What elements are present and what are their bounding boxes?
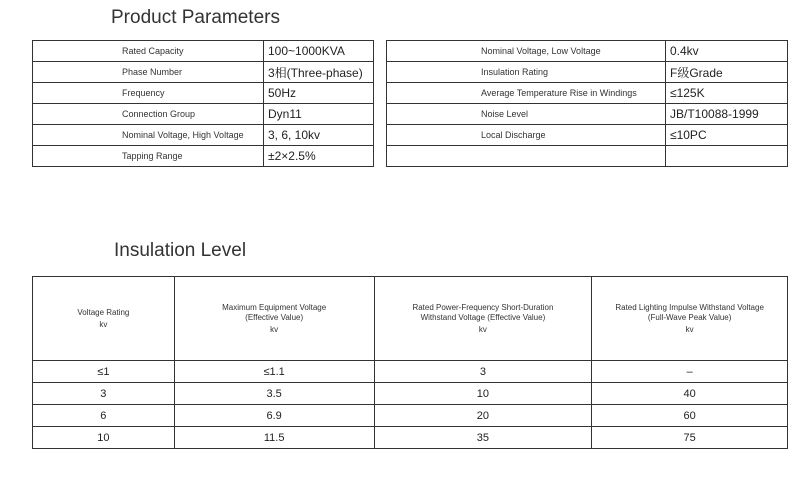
param-label: Connection Group bbox=[33, 104, 264, 125]
param-label: Nominal Voltage, Low Voltage bbox=[387, 41, 666, 62]
table-cell: 11.5 bbox=[174, 427, 374, 449]
column-header bbox=[33, 277, 175, 361]
param-value: ≤125K bbox=[666, 83, 788, 104]
param-label: Noise Level bbox=[387, 104, 666, 125]
insulation-level-title: Insulation Level bbox=[114, 240, 247, 261]
table-cell: 35 bbox=[374, 427, 592, 449]
table-header-row bbox=[33, 277, 788, 361]
table-row bbox=[33, 41, 374, 62]
table-row bbox=[33, 146, 374, 167]
table-cell: 3.5 bbox=[174, 383, 374, 405]
param-value: 100~1000KVA bbox=[264, 41, 374, 62]
param-value: 50Hz bbox=[264, 83, 374, 104]
param-value: ≤10PC bbox=[666, 125, 788, 146]
param-value: ±2×2.5% bbox=[264, 146, 374, 167]
insulation-level-table bbox=[32, 276, 788, 449]
table-cell: 10 bbox=[33, 427, 175, 449]
product-parameters-right-table bbox=[386, 40, 788, 167]
column-header-unit: kv bbox=[99, 319, 108, 329]
table-row bbox=[33, 125, 374, 146]
table-cell: 20 bbox=[374, 405, 592, 427]
column-header-text: Voltage Rating bbox=[77, 307, 130, 317]
param-label bbox=[387, 146, 666, 167]
param-label: Phase Number bbox=[33, 62, 264, 83]
param-value: 3相(Three-phase) bbox=[264, 62, 374, 83]
column-header-unit: kv bbox=[478, 324, 487, 334]
table-row bbox=[33, 62, 374, 83]
table-row bbox=[33, 104, 374, 125]
param-value: 0.4kv bbox=[666, 41, 788, 62]
table-row bbox=[387, 41, 788, 62]
param-value: JB/T10088-1999 bbox=[666, 104, 788, 125]
param-label: Rated Capacity bbox=[33, 41, 264, 62]
column-header-text: Rated Lighting Impulse Withstand Voltage (Full-Wave Peak Value) bbox=[615, 302, 764, 322]
table-cell: – bbox=[592, 361, 788, 383]
product-parameters-title: Product Parameters bbox=[111, 7, 280, 28]
table-cell: 75 bbox=[592, 427, 788, 449]
table-row bbox=[33, 405, 788, 427]
table-cell: 3 bbox=[33, 383, 175, 405]
param-label: Tapping Range bbox=[33, 146, 264, 167]
table-cell: 40 bbox=[592, 383, 788, 405]
table-row bbox=[33, 383, 788, 405]
table-cell: 10 bbox=[374, 383, 592, 405]
param-label: Insulation Rating bbox=[387, 62, 666, 83]
column-header-unit: kv bbox=[685, 324, 694, 334]
product-parameters-left-table bbox=[32, 40, 374, 167]
table-cell: 6.9 bbox=[174, 405, 374, 427]
param-value: F级Grade bbox=[666, 62, 788, 83]
table-cell: 6 bbox=[33, 405, 175, 427]
table-row bbox=[387, 83, 788, 104]
param-label: Nominal Voltage, High Voltage bbox=[33, 125, 264, 146]
param-value: 3, 6, 10kv bbox=[264, 125, 374, 146]
table-row bbox=[387, 104, 788, 125]
table-row bbox=[33, 361, 788, 383]
column-header bbox=[592, 277, 788, 361]
table-cell: 60 bbox=[592, 405, 788, 427]
table-row bbox=[33, 83, 374, 104]
column-header bbox=[374, 277, 592, 361]
column-header-text: Maximum Equipment Voltage (Effective Value) bbox=[222, 302, 327, 322]
table-cell: ≤1 bbox=[33, 361, 175, 383]
table-row bbox=[387, 125, 788, 146]
table-row bbox=[33, 427, 788, 449]
table-cell: ≤1.1 bbox=[174, 361, 374, 383]
table-cell: 3 bbox=[374, 361, 592, 383]
param-label: Frequency bbox=[33, 83, 264, 104]
column-header-text: Rated Power-Frequency Short-Duration Withstand Voltage (Effective Value) bbox=[412, 302, 554, 322]
table-row bbox=[387, 146, 788, 167]
param-label: Local Discharge bbox=[387, 125, 666, 146]
param-value: Dyn11 bbox=[264, 104, 374, 125]
column-header-unit: kv bbox=[270, 324, 279, 334]
table-row bbox=[387, 62, 788, 83]
column-header bbox=[174, 277, 374, 361]
param-label: Average Temperature Rise in Windings bbox=[387, 83, 666, 104]
param-value bbox=[666, 146, 788, 167]
